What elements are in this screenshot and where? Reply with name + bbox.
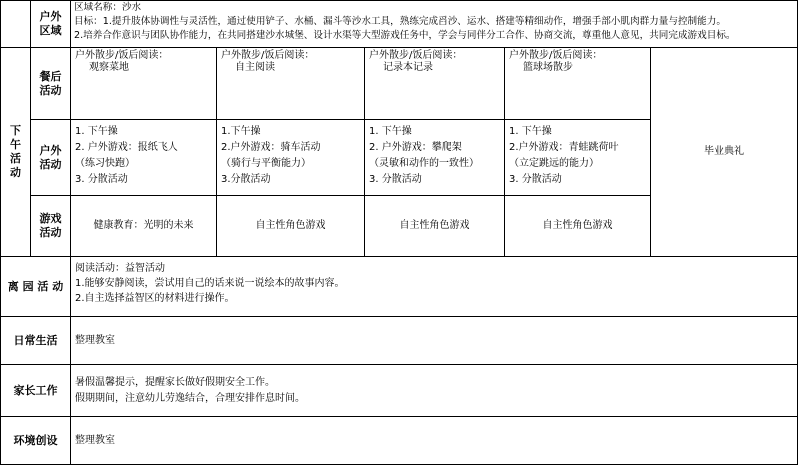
area-goal-1: 目标：1.提升肢体协调性与灵活性，通过使用铲子、水桶、漏斗等沙水工具，熟练完成舀沙、运水、搭建等精细动作，增强手部小肌肉群力量与控制能力。 <box>74 16 726 27</box>
daily-life-label: 日常生活 <box>1 317 71 365</box>
outdoor-area-content <box>71 1 798 48</box>
after-meal-cell: 户外散步/饭后阅读： 篮球场散步 <box>505 48 651 120</box>
outdoor-area-label: 户外 区域 <box>31 1 71 48</box>
after-meal-row <box>1 48 798 120</box>
game-activity-cell: 健康教育：光明的未来 <box>71 196 217 257</box>
environment-row <box>1 417 798 465</box>
outdoor-activity-cell: 1.下午操 2.户外游戏：骑车活动 （骑行与平衡能力） 3.分散活动 <box>217 120 365 196</box>
graduation-cell: 毕业典礼 <box>651 48 798 257</box>
environment-label: 环境创设 <box>1 417 71 465</box>
after-meal-cell: 户外散步/饭后阅读： 观察菜地 <box>71 48 217 120</box>
parent-work-label: 家长工作 <box>1 365 71 417</box>
daily-life-row <box>1 317 798 365</box>
parent-work-content: 暑假温馨提示，提醒家长做好假期安全工作。 假期期间，注意幼儿劳逸结合，合理安排作息时间。 <box>71 365 798 417</box>
leaving-activity-content: 阅读活动：益智活动 1.能够安静阅读，尝试用自己的话来说一说绘本的故事内容。 2.自主选择益智区的材料进行操作。 <box>71 257 798 317</box>
game-activity-cell: 自主性角色游戏 <box>217 196 365 257</box>
game-activity-cell: 自主性角色游戏 <box>505 196 651 257</box>
area-goal-2: 2.培养合作意识与团队协作能力，在共同搭建沙水城堡、设计水渠等大型游戏任务中，学会与同伴分工合作、协商交流，尊重他人意见，共同完成游戏目标。 <box>74 30 736 41</box>
blank-corner-cell <box>1 1 31 48</box>
environment-content: 整理教室 <box>71 417 798 465</box>
afternoon-activity-label: 下 午 活 动 <box>1 48 31 257</box>
outdoor-activity-cell: 1. 下午操 2. 户外游戏：攀爬架 （灵敏和动作的一致性） 3. 分散活动 <box>365 120 505 196</box>
parent-work-row <box>1 365 798 417</box>
after-meal-label: 餐后 活动 <box>31 48 71 120</box>
after-meal-cell: 户外散步/饭后阅读： 自主阅读 <box>217 48 365 120</box>
game-activity-label: 游戏 活动 <box>31 196 71 257</box>
daily-life-content: 整理教室 <box>71 317 798 365</box>
outdoor-activity-label: 户外 活动 <box>31 120 71 196</box>
outdoor-activity-cell: 1. 下午操 2.户外游戏：青蛙跳荷叶 （立定跳远的能力） 3. 分散活动 <box>505 120 651 196</box>
outdoor-activity-cell: 1. 下午操 2. 户外游戏：报纸飞人 （练习快跑） 3. 分散活动 <box>71 120 217 196</box>
leaving-activity-row <box>1 257 798 317</box>
area-name: 区域名称：沙水 <box>74 2 142 13</box>
after-meal-cell: 户外散步/饭后阅读： 记录本记录 <box>365 48 505 120</box>
outdoor-area-row <box>1 1 798 48</box>
game-activity-cell: 自主性角色游戏 <box>365 196 505 257</box>
leaving-activity-label: 离 园 活 动 <box>1 257 71 317</box>
